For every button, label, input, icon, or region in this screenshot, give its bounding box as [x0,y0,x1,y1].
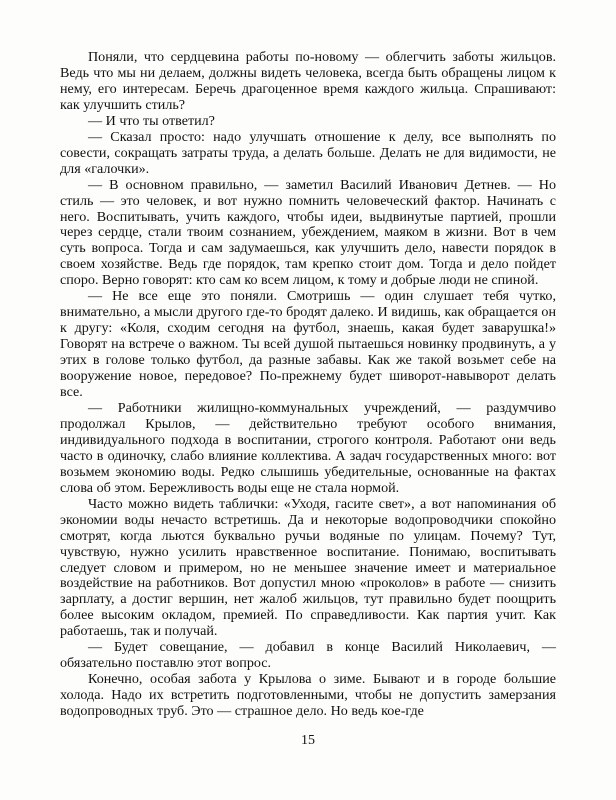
paragraph-6: — Работники жилищно-коммунальных учреждений, — раздумчиво продолжал Крылов, — действительно требуют особого внимания, индивидуального подхода в воспитании, строгого контроля. Работают они ведь часто в одиночку, слабо влияние коллектива. А задач государственных много: вот возьмем экономию воды. Редко слышишь убедительные, основанные на фактах слова об этом. Бережливость воды еще не стала нормой. [60,399,556,496]
page-number: 15 [301,733,315,748]
paragraph-3: — Сказал просто: надо улучшать отношение к делу, все выполнять по совести, сокращать затраты труда, а делать больше. Делать не для видимости, не для «галочки». [60,128,556,177]
body-text [60,50,556,720]
paragraph-7: Часто можно видеть таблички: «Уходя, гасите свет», а вот напоминания об экономии воды нечасто встретишь. Да и некоторые водопроводчики спокойно смотрят, когда льются буквально ручьи водяные по улицам. Почему? Тут, чувствую, нужно усилить нравственное воспитание. Понимаю, воспитывать следует словом и примером, но не меньшее значение имеет и материальное воздействие на работников. Вот допустил мною «проколов» в работе — снизить зарплату, а достиг вершин, нет жалоб жильцов, тут правильно будет поощрить более высоким окладом, премией. По справедливости. Как партия учит. Как работаешь, так и получай. [60,495,556,640]
paragraph-5: — Не все еще это поняли. Смотришь — один слушает тебя чутко, внимательно, а мысли другого где-то бродят далеко. И видишь, как обращается он к другу: «Коля, сходим сегодня на футбол, знаешь, какая будет заварушка!» Говорят на встрече о важном. Ты всей душой пытаешься новинку продвинуть, а у этих в голове только футбол, да разные забавы. Как же такой возьмет себе на вооружение новое, передовое? По-прежнему будет шиворот-навыворот делать все. [60,288,556,401]
paragraph-2: — И что ты ответил? [88,112,215,129]
paragraph-1: Поняли, что сердцевина работы по-новому — облегчить заботы жильцов. Ведь что мы ни делаем, должны видеть человека, всегда быть обращены лицом к нему, его интересам. Беречь драгоценное время каждого жильца. Спрашивают: как улучшить стиль? [60,49,556,113]
paragraph-9: Конечно, особая забота у Крылова о зиме. Бывают и в городе большие холода. Надо их встретить подготовленными, чтобы не допустить замерзания водопроводных труб. Это — страшное дело. Но ведь кое-где [60,671,556,720]
paragraph-4: — В основном правильно, — заметил Василий Иванович Детнев. — Но стиль — это человек, и вот нужно помнить человеческий фактор. Начинать с него. Воспитывать, учить каждого, чтобы идеи, выдвинутые партией, прошли через сердце, стали твоим сознанием, убеждением, маяком в жизни. Вот в чем суть вопроса. Тогда и сам задумаешься, как улучшить дело, навести порядок в своем хозяйстве. Ведь где порядок, там крепко стоит дом. Тогда и дело пойдет споро. Верно говорят: кто сам ко всем лицом, к тому и добрые люди не спиной. [60,176,556,289]
paragraph-8: — Будет совещание, — добавил в конце Василий Николаевич, — обязательно поставлю этот вопрос. [60,639,556,672]
